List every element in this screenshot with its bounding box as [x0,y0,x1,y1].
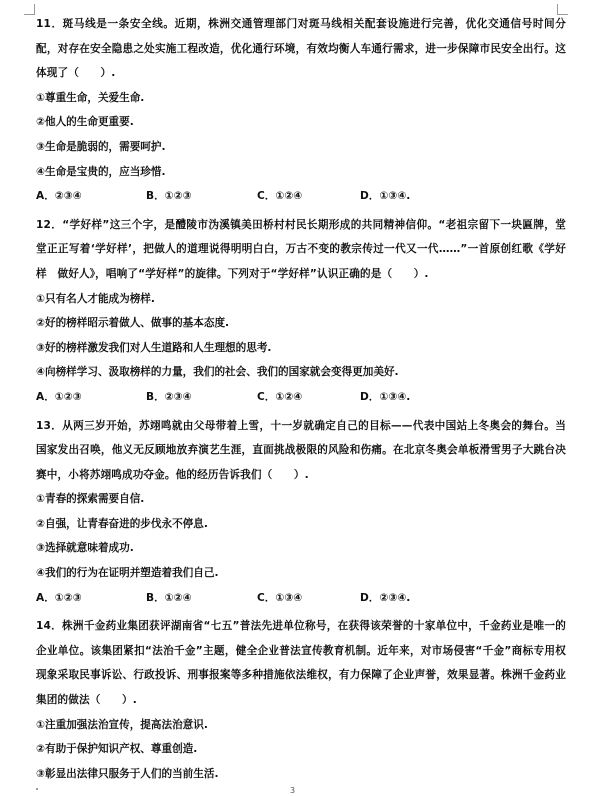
answer-choices [36,385,566,410]
option-item: ③生命是脆弱的，需要呵护. [36,140,166,153]
question-stem: 14．株洲千金药业集团获评湖南省“七五”普法先进单位称号，在获得该荣誉的十家单位中，千金药业是唯一的企业单位。该集团紧扣“法治千金”主题，健全企业普法宣传教育机制。近年来，对市场侵害“千金”商标专用权现象采取民事诉讼、行政投诉、刑事报案等多种措施依法维权，有力保障了企业声誉，效果显著。株洲千金药业集团的做法（ ）. [36,620,566,707]
option-item: ②自强，让青春奋进的步伐永不停息. [36,517,208,530]
option-item: ②有助于保护知识产权、尊重创造. [36,743,198,756]
option-item: ①青春的探索需要自信. [36,493,145,506]
choice-b: B．②③④ [146,390,192,403]
question-stem: 12．“学好样”这三个字，是醴陵市沩溪镇美田桥村村民长期形成的共同精神信仰。“老祖宗留下一块匾牌，堂堂正正写着‘学好样’，把做人的道理说得明明白白，万古不变的教宗传过一代又一代……”一首原创红歌《学好样 做好人》，唱响了“学好样”的旋律。下列对于“学好样”认识正确的是（ ）. [36,218,566,280]
option-item: ③好的榜样激发我们对人生道路和人生理想的思考. [36,341,272,354]
option-item: ②他人的生命更重要. [36,116,134,129]
answer-choices [36,184,566,209]
choice-c: C．①②④ [257,390,303,403]
margin-corner-mark [24,4,35,15]
choice-b: B．①②④ [146,591,192,604]
question-14 [36,614,566,786]
option-item: ④向榜样学习、汲取榜样的力量，我们的社会、我们的国家就会变得更加美好. [36,366,399,379]
option-item: ②好的榜样昭示着做人、做事的基本态度. [36,317,230,330]
choice-d: D．①③④. [360,390,411,403]
choice-a: A．①②③ [36,390,82,403]
question-13 [36,414,566,611]
page-number: 3 [290,786,296,795]
choice-d: D．②③④. [360,591,411,604]
option-item: ①注重加强法治宣传，提高法治意识. [36,718,208,731]
option-item: ④生命是宝贵的，应当珍惜. [36,165,166,178]
choice-d: D．①③④. [360,190,411,203]
question-stem: 13．从两三岁开始，苏翊鸣就由父母带着上雪，十一岁就确定自己的目标——代表中国站上冬奥会的舞台。当国家发出召唤，他义无反顾地放弃演艺生涯，直面挑战极限的风险和伤痛。在北京冬奥会单板滑雪男子大跳台决赛中，小将苏翊鸣成功夺金。他的经历告诉我们（ ）. [36,419,566,481]
question-stem: 11．斑马线是一条安全线。近期，株洲交通管理部门对斑马线相关配套设施进行完善，优化交通信号时间分配，对存在安全隐患之处实施工程改造，优化通行环境，有效均衡人车通行需求，进一步保障市民安全出行。这体现了（ ）. [36,18,566,80]
choice-c: C．①③④ [257,591,303,604]
choice-a: A．②③④ [36,190,82,203]
option-item: ③选择就意味着成功. [36,542,134,555]
choice-b: B．①②③ [146,190,192,203]
option-item: ④我们的行为在证明并塑造着我们自己. [36,567,219,580]
answer-choices [36,586,566,611]
footer-mark [36,788,38,790]
option-item: ③彰显出法律只服务于人们的当前生活. [36,767,219,780]
option-item: ①尊重生命，关爱生命. [36,91,145,104]
option-item: ①只有名人才能成为榜样. [36,292,155,305]
question-11 [36,12,566,209]
question-12 [36,213,566,410]
choice-c: C．①②④ [257,190,303,203]
choice-a: A．①②③ [36,591,82,604]
question-list [36,12,566,790]
